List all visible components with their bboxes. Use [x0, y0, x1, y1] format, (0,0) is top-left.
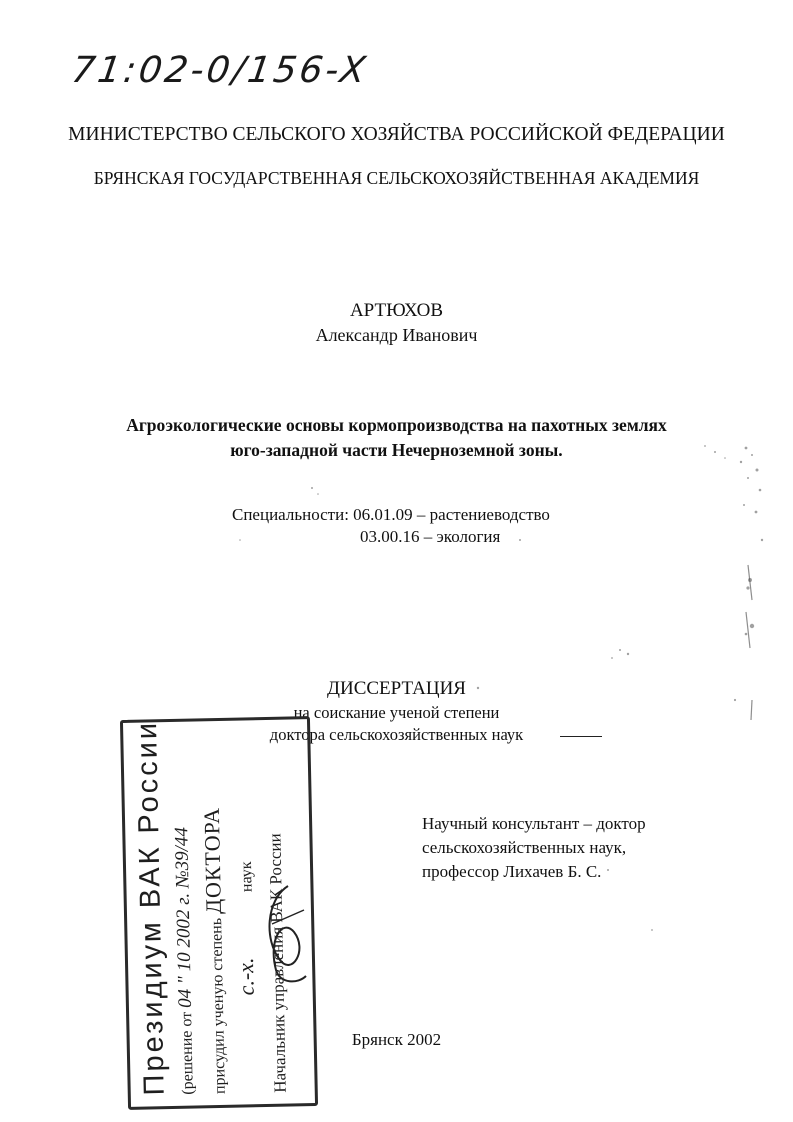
stamp-field-suffix: наук	[237, 861, 256, 893]
author-name: Александр Иванович	[315, 325, 478, 345]
work-type: ДИССЕРТАЦИЯ	[327, 678, 466, 699]
stamp-degree-level: ДОКТОРА	[198, 806, 227, 915]
archive-code: 71:02-0/156-X	[69, 50, 371, 91]
stamp-field-handwritten: с.-х.	[232, 957, 259, 996]
specialty-line-2: 03.00.16 – экология	[360, 527, 501, 546]
ministry-heading: МИНИСТЕРСТВО СЕЛЬСКОГО ХОЗЯЙСТВА РОССИЙСКОЙ ФЕДЕРАЦИИ	[68, 124, 725, 145]
thesis-title-line-2: юго-западной части Нечерноземной зоны.	[230, 440, 563, 460]
stamp-signatory: Начальник управления ВАК России	[265, 833, 290, 1093]
consultant-line-2: сельскохозяйственных наук,	[422, 838, 627, 857]
stamp-decision-prefix: (решение от	[178, 1011, 197, 1095]
specialty-line-1: Специальности: 06.01.09 – растениеводство	[232, 505, 550, 524]
author-surname: АРТЮХОВ	[349, 300, 444, 321]
degree-line-1: на соискание ученой степени	[293, 703, 500, 722]
consultant-line-3: профессор Лихачев Б. С.	[422, 862, 602, 881]
academy-heading: БРЯНСКАЯ ГОСУДАРСТВЕННАЯ СЕЛЬСКОХОЗЯЙСТВЕННАЯ АКАДЕМИЯ	[93, 168, 700, 188]
consultant-line-1: Научный консультант – доктор	[422, 814, 646, 833]
stamp-decision-handwritten: 04 " 10 2002 г. №39/44	[171, 826, 196, 1009]
stamp-degree-prefix: присудил ученую степень	[208, 917, 229, 1095]
stamp-title: Президиум ВАК России	[130, 719, 171, 1096]
degree-line-2: доктора сельскохозяйственных наук	[269, 725, 524, 744]
thesis-title-line-1: Агроэкологические основы кормопроизводства на пахотных землях	[126, 415, 667, 435]
city-year: Брянск 2002	[351, 1030, 442, 1049]
